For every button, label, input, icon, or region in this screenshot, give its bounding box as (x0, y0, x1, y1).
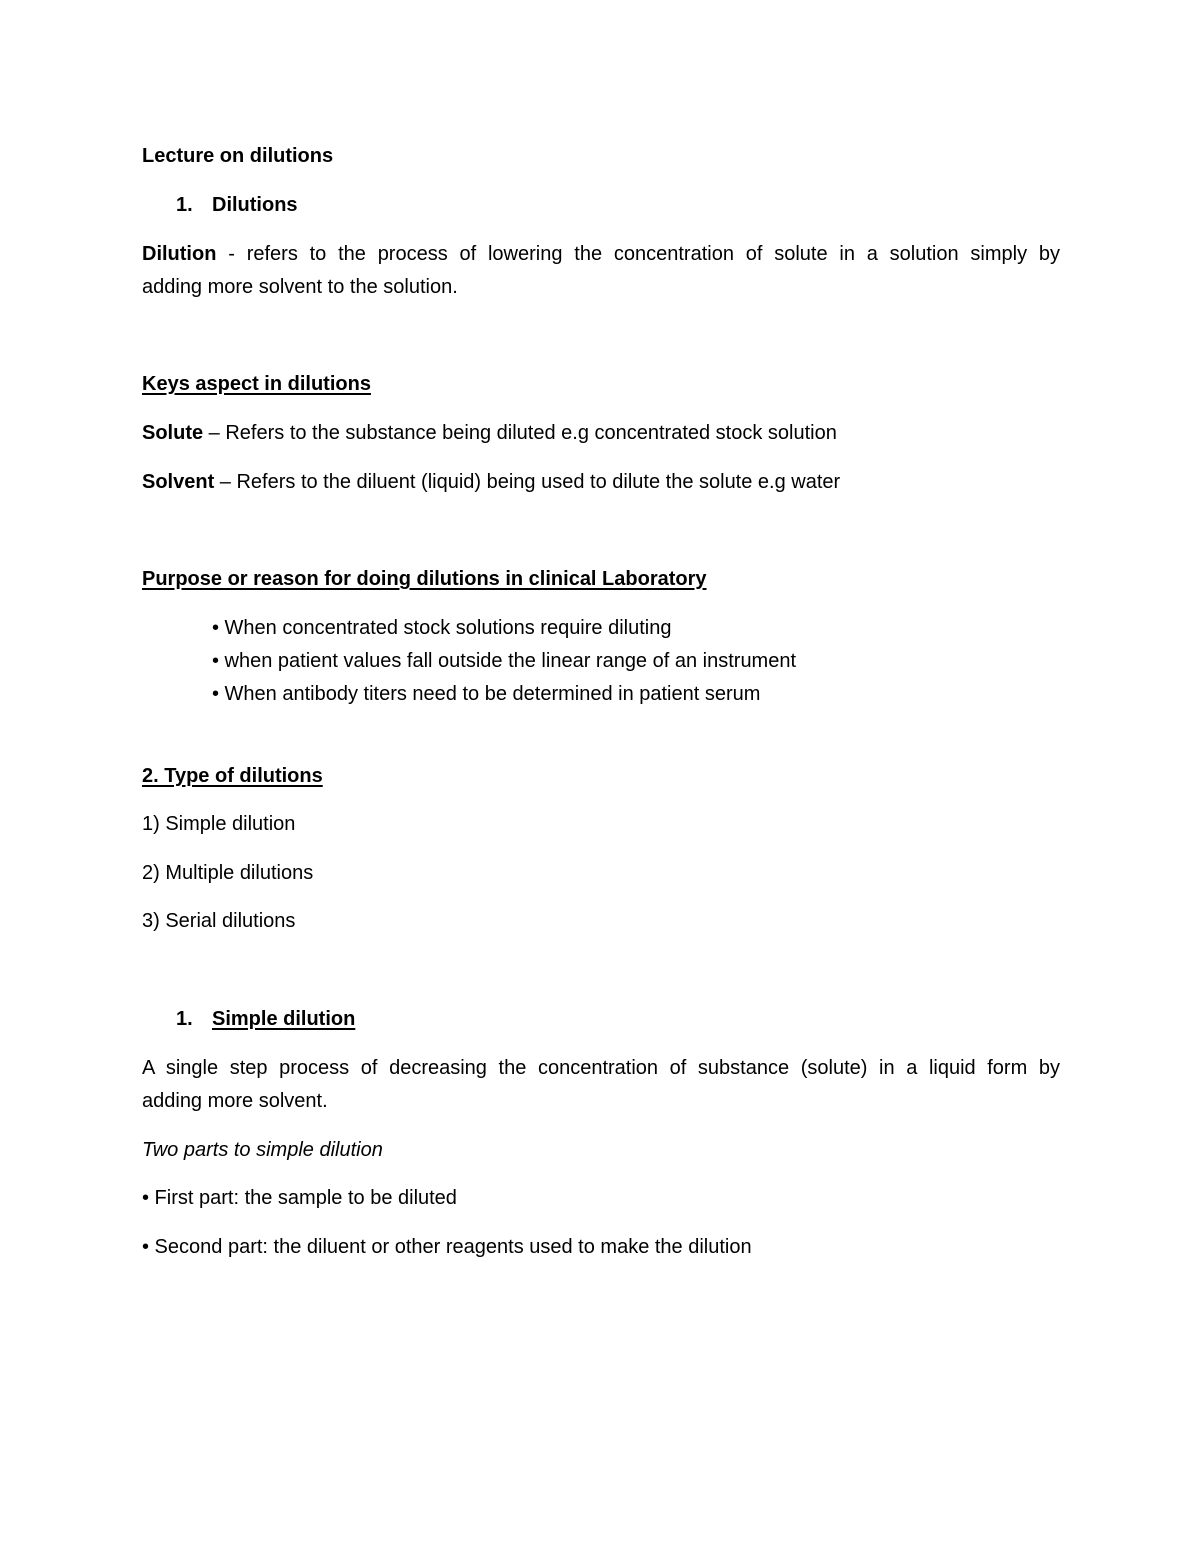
section-number: 1. (176, 194, 193, 216)
solvent-definition (142, 469, 840, 495)
section-heading-text: Simple dilution (212, 1008, 356, 1030)
purpose-heading: Purpose or reason for doing dilutions in clinical Laboratory (142, 568, 707, 590)
definition-line-1 (142, 241, 1060, 267)
document-title: Lecture on dilutions (142, 145, 334, 167)
purpose-bullet: • when patient values fall outside the linear range of an instrument (212, 650, 797, 672)
solute-text: – Refers to the substance being diluted e.g concentrated stock solution (203, 422, 837, 444)
purpose-bullet: • When antibody titers need to be determined in patient serum (212, 683, 761, 705)
solute-definition (142, 420, 837, 446)
types-heading: 2. Type of dilutions (142, 765, 323, 787)
simple-dilution-bullet: • Second part: the diluent or other reagents used to make the dilution (142, 1236, 752, 1258)
simple-dilution-bullet: • First part: the sample to be diluted (142, 1187, 457, 1209)
solute-term: Solute (142, 422, 204, 444)
types-list-item: 3) Serial dilutions (142, 910, 296, 932)
definition-line-2: adding more solvent to the solution. (142, 276, 458, 298)
section-heading-text: Dilutions (212, 194, 298, 216)
solvent-term: Solvent (142, 471, 215, 493)
definition-text: - refers to the process of lowering the concentration of solute in a solution simply by (216, 243, 1060, 265)
section-heading-simple-dilution (176, 1006, 355, 1032)
definition-term: Dilution (142, 243, 217, 265)
section-number: 1. (176, 1008, 193, 1030)
simple-dilution-text-line-2: adding more solvent. (142, 1090, 328, 1112)
simple-dilution-subheading: Two parts to simple dilution (142, 1139, 383, 1161)
section-heading-dilutions (176, 192, 298, 218)
types-list-item: 2) Multiple dilutions (142, 862, 314, 884)
keys-aspect-heading: Keys aspect in dilutions (142, 373, 371, 395)
solvent-text: – Refers to the diluent (liquid) being used to dilute the solute e.g water (214, 471, 841, 493)
simple-dilution-text-line-1: A single step process of decreasing the concentration of substance (solute) in a liquid form by (142, 1057, 1060, 1079)
purpose-bullet: • When concentrated stock solutions require diluting (212, 617, 672, 639)
types-list-item: 1) Simple dilution (142, 813, 296, 835)
